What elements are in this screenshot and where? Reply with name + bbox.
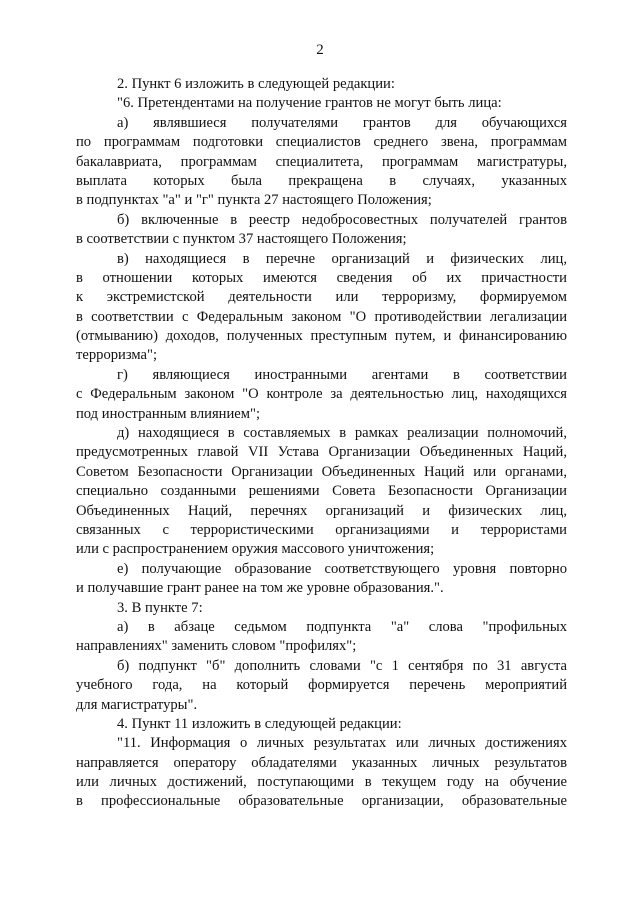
text-line: а) являвшиеся получателями грантов для обучающихся	[117, 114, 567, 131]
text-line: бакалавриата, программам специалитета, программам магистратуры,	[76, 153, 567, 170]
text-line: направлениях" заменить словом "профилях";	[76, 638, 357, 655]
text-line: по программам подготовки специалистов среднего звена, программам	[76, 134, 567, 151]
page-number: 2	[316, 42, 324, 58]
text-line: "11. Информация о личных результатах или личных достижениях	[117, 735, 567, 752]
text-line: в) находящиеся в перечне организаций и физических лиц,	[117, 250, 567, 267]
text-line: 2. Пункт 6 изложить в следующей редакции:	[117, 76, 395, 92]
text-line: предусмотренных главой VII Устава Организации Объединенных Наций,	[76, 444, 567, 461]
text-line: е) получающие образование соответствующего уровня повторно	[117, 560, 567, 577]
text-line: направляется оператору обладателями указанных личных результатов	[76, 754, 567, 771]
text-line: терроризма";	[76, 347, 158, 364]
text-line: выплата которых была прекращена в случаях, указанных	[76, 172, 567, 189]
text-line: в профессиональные образовательные организации, образовательные	[76, 793, 567, 810]
text-line: в соответствии с пунктом 37 настоящего Положения;	[76, 231, 407, 248]
text-line: или личных достижений, поступающими в текущем году на обучение	[76, 774, 567, 791]
text-line: связанных с террористическими организациями и террористами	[76, 521, 567, 538]
text-line: (отмыванию) доходов, полученных преступным путем, и финансированию	[76, 328, 567, 345]
text-line: 4. Пункт 11 изложить в следующей редакции:	[117, 715, 402, 732]
text-line: в соответствии с Федеральным законом "О противодействии легализации	[76, 308, 567, 325]
text-line: Советом Безопасности Организации Объединенных Наций или органами,	[76, 463, 567, 480]
text-line: 3. В пункте 7:	[117, 599, 203, 616]
text-line: в подпунктах "а" и "г" пункта 27 настоящего Положения;	[76, 192, 432, 209]
text-line: Объединенных Наций, перечнях организаций и физических лиц,	[76, 502, 567, 519]
text-line: "6. Претендентами на получение грантов не могут быть лица:	[117, 95, 502, 112]
text-line: или с распространением оружия массового уничтожения;	[76, 541, 435, 558]
text-line: учебного года, на который формируется перечень мероприятий	[76, 677, 567, 694]
text-line: и получавшие грант ранее на том же уровне образования.".	[76, 580, 444, 597]
text-line: б) включенные в реестр недобросовестных получателей грантов	[117, 211, 567, 228]
text-line: к экстремистской деятельности или терроризму, формируемом	[76, 289, 567, 306]
document-body	[76, 75, 567, 812]
text-line: г) являющиеся иностранными агентами в соответствии	[117, 366, 567, 383]
text-line: специально созданными решениями Совета Безопасности Организации	[76, 483, 567, 500]
text-line: д) находящиеся в составляемых в рамках реализации полномочий,	[117, 425, 567, 442]
text-line: для магистратуры".	[76, 696, 198, 713]
text-line: а) в абзаце седьмом подпункта "а" слова "профильных	[117, 618, 567, 635]
text-line: б) подпункт "б" дополнить словами "с 1 сентября по 31 августа	[117, 657, 567, 674]
text-line: с Федеральным законом "О контроле за деятельностью лиц, находящихся	[76, 386, 567, 403]
text-line: в отношении которых имеются сведения об их причастности	[76, 269, 567, 286]
text-line: под иностранным влиянием";	[76, 405, 261, 422]
